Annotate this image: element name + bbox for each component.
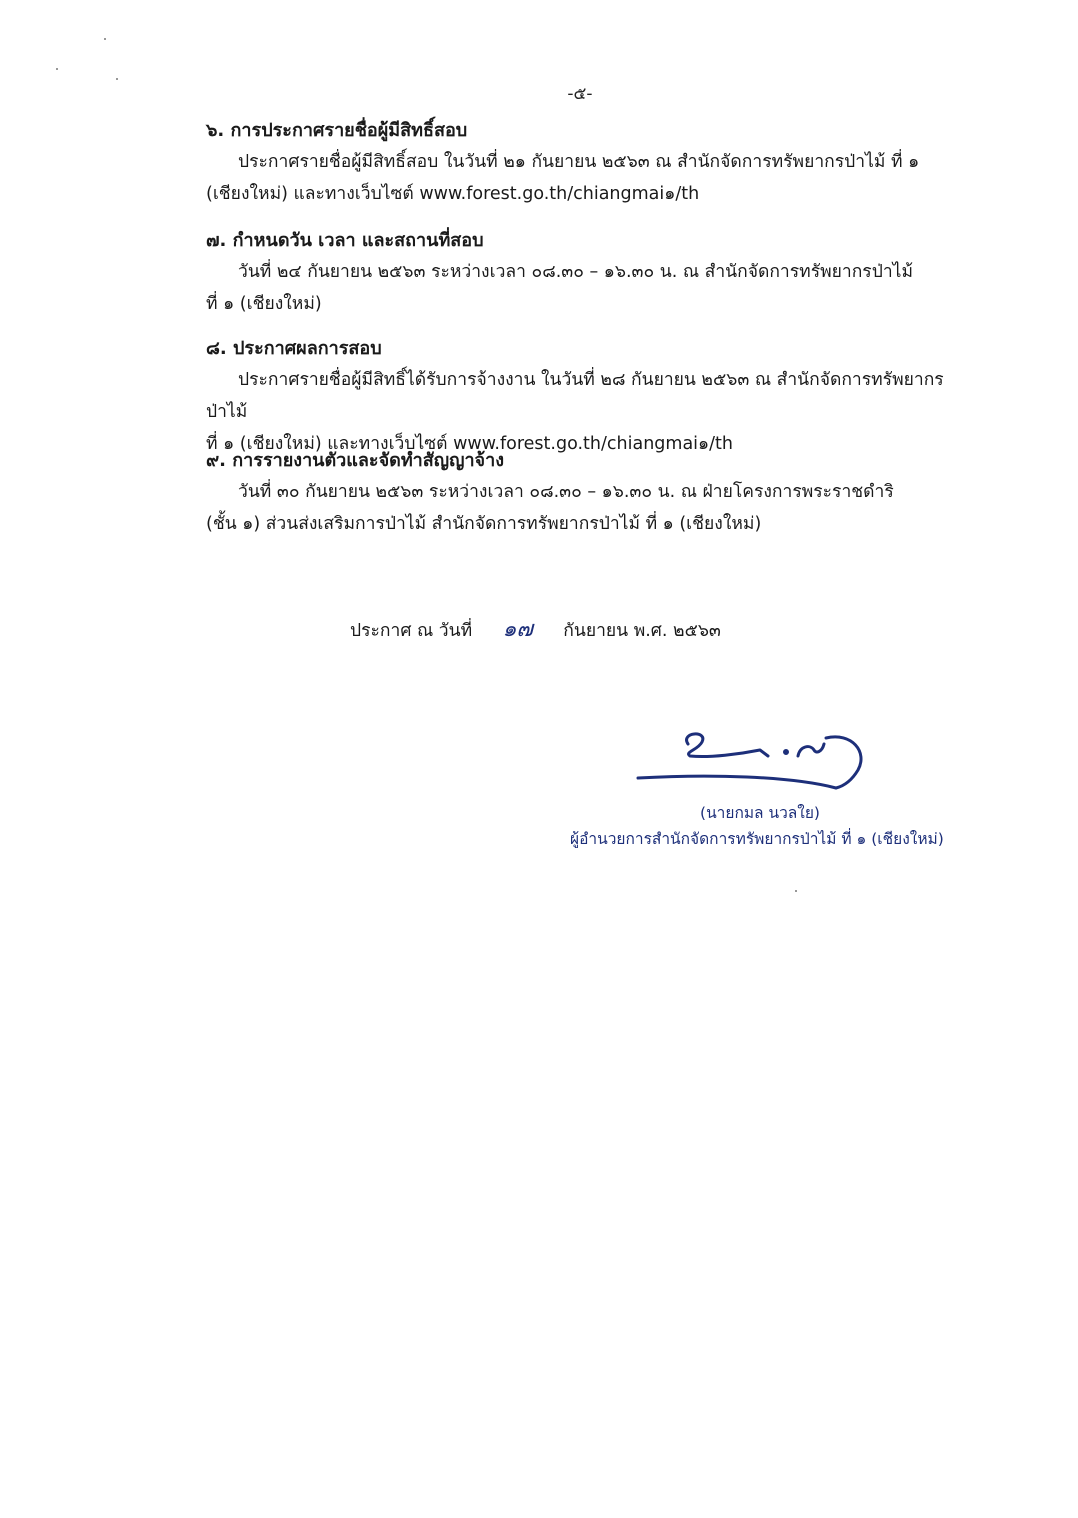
announcement-date [350,611,721,646]
scan-speck [795,890,797,892]
section-line: วันที่ ๓๐ กันยายน ๒๕๖๓ ระหว่างเวลา ๐๘.๓๐ – ๑๖.๓๐ น. ณ ฝ่ายโครงการพระราชดำริ [238,482,894,502]
section-heading: ๖. การประกาศรายชื่อผู้มีสิทธิ์สอบ [206,120,468,141]
section-line: (เชียงใหม่) และทางเว็บไซต์ www.forest.go.th/chiangmai๑/th [206,184,700,204]
section-line: ประกาศรายชื่อผู้มีสิทธิ์สอบ ในวันที่ ๒๑ กันยายน ๒๕๖๓ ณ สำนักจัดการทรัพยากรป่าไม้ ที่ ๑ [238,152,920,172]
scan-speck [56,68,58,70]
section-line: ประกาศรายชื่อผู้มีสิทธิ์ได้รับการจ้างงาน ในวันที่ ๒๘ กันยายน ๒๕๖๓ ณ สำนักจัดการทรัพยากรป่าไม้ [206,370,944,422]
signer-title: ผู้อำนวยการสำนักจัดการทรัพยากรป่าไม้ ที่ ๑ (เชียงใหม่) [570,830,944,848]
scan-speck [116,78,118,80]
section-heading: ๙. การรายงานตัวและจัดทำสัญญาจ้าง [206,450,505,471]
page-number: -๕- [567,84,593,104]
section-9 [206,446,956,540]
section-line: (ชั้น ๑) ส่วนส่งเสริมการป่าไม้ สำนักจัดการทรัพยากรป่าไม้ ที่ ๑ (เชียงใหม่) [206,514,762,534]
section-heading: ๗. กำหนดวัน เวลา และสถานที่สอบ [206,230,484,251]
handwritten-signature [630,722,870,800]
announcement-suffix: กันยายน พ.ศ. ๒๕๖๓ [563,621,721,641]
announcement-day-handwritten: ๑๗ [502,617,533,642]
section-heading: ๘. ประกาศผลการสอบ [206,338,382,359]
section-7 [206,226,956,320]
section-line: ที่ ๑ (เชียงใหม่) [206,294,322,314]
announcement-prefix: ประกาศ ณ วันที่ [350,621,473,641]
scan-speck [104,38,106,40]
section-6 [206,116,956,210]
signer-name: (นายกมล นวลใย) [700,804,820,822]
section-line: ที่ ๑ (เชียงใหม่) และทางเว็บไซต์ www.forest.go.th/chiangmai๑/th [206,434,733,454]
section-line: วันที่ ๒๔ กันยายน ๒๕๖๓ ระหว่างเวลา ๐๘.๓๐ – ๑๖.๓๐ น. ณ สำนักจัดการทรัพยากรป่าไม้ [238,262,913,282]
section-8 [206,334,956,460]
